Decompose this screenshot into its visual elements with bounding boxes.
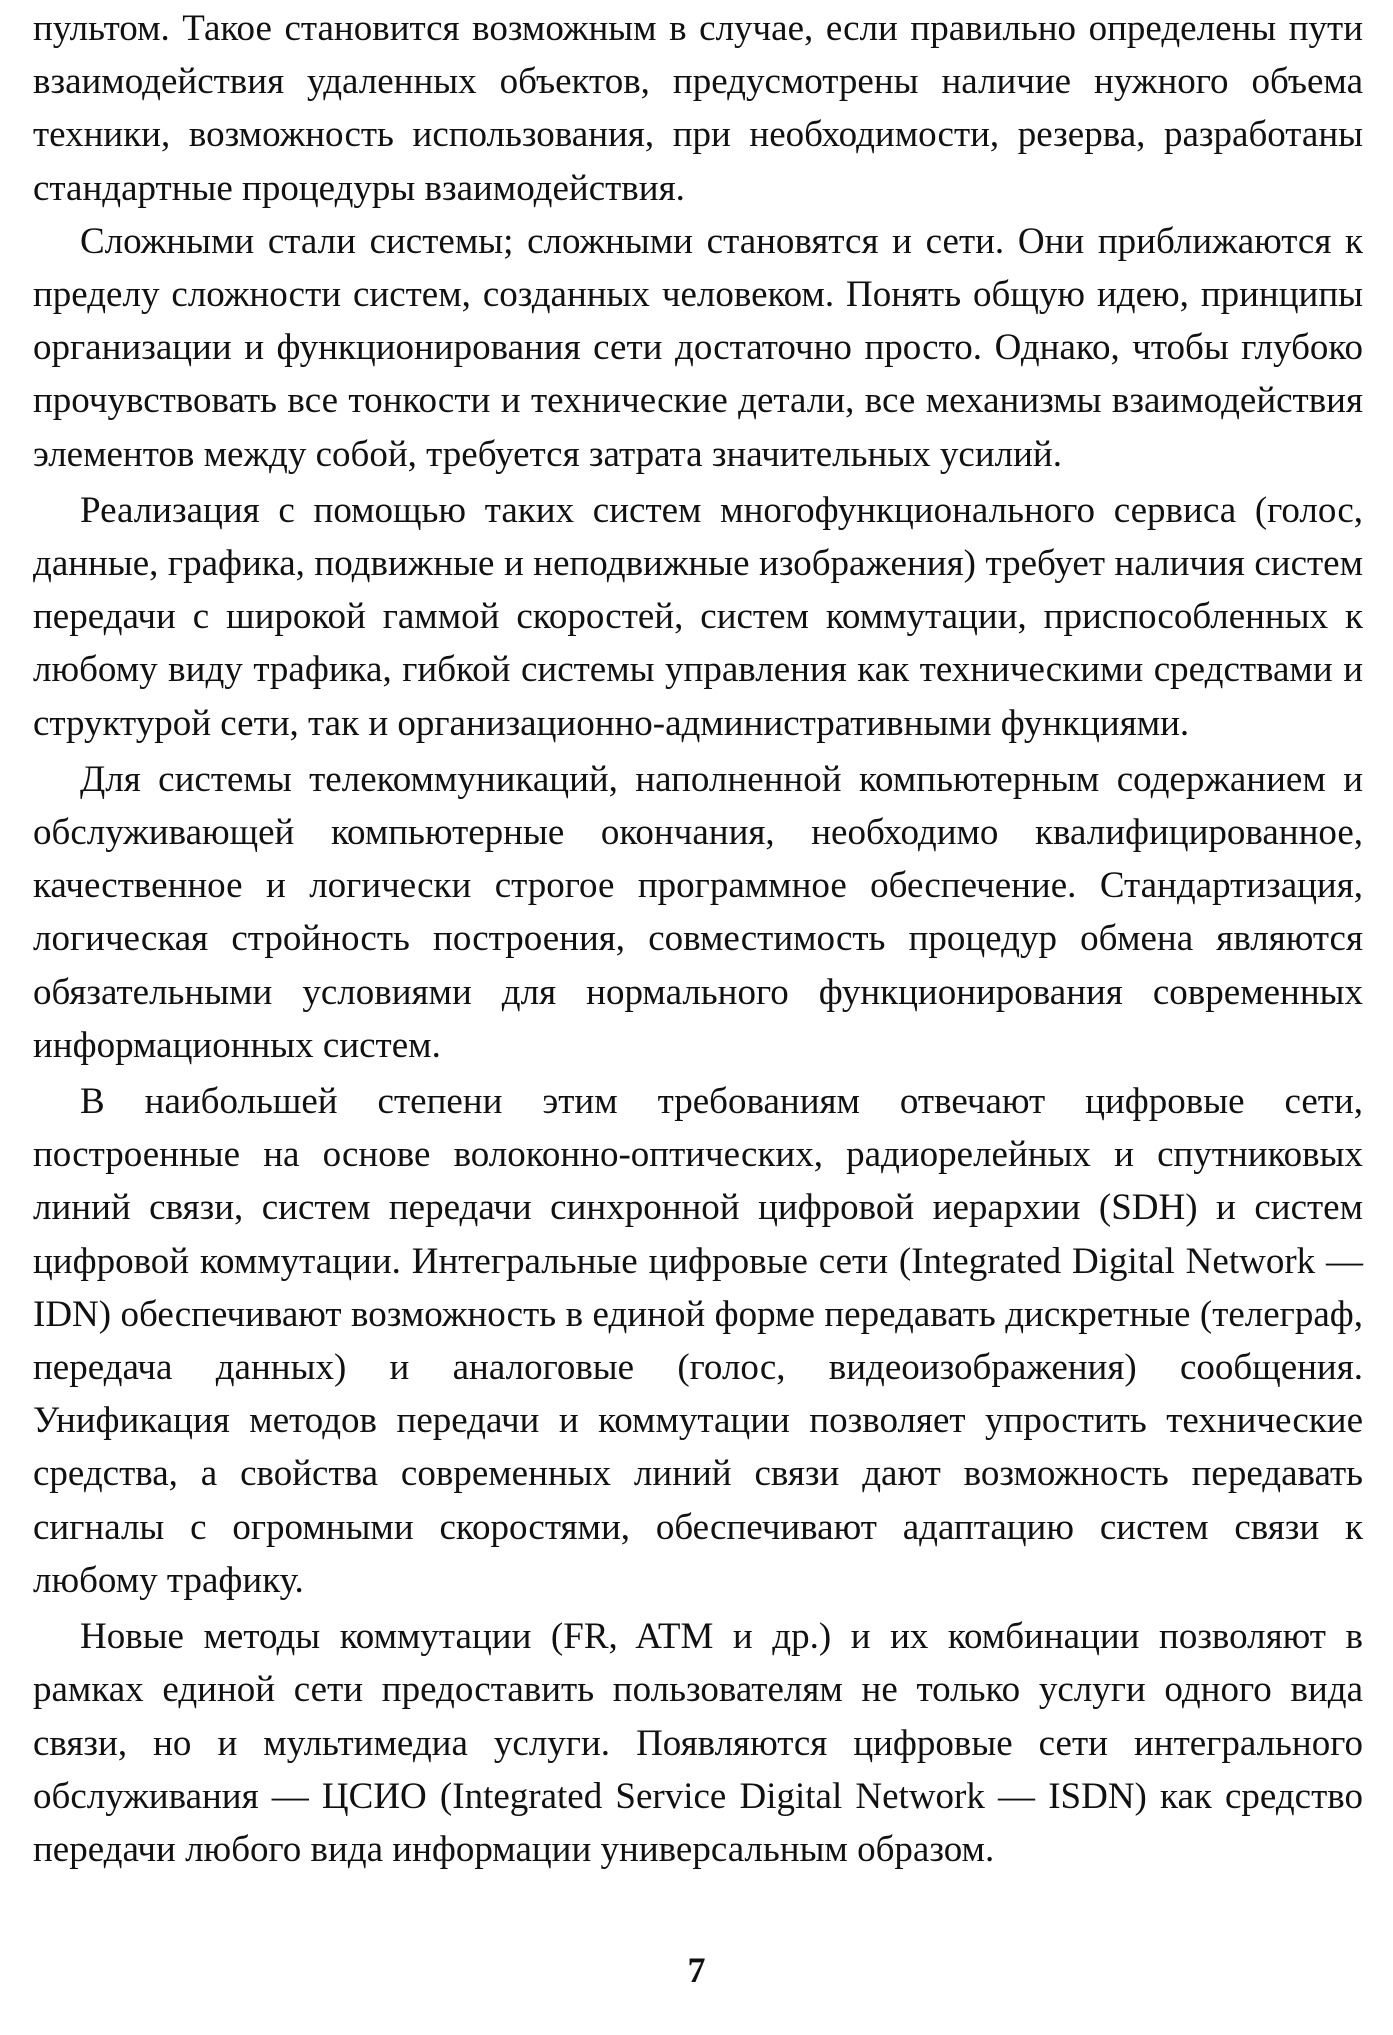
- paragraph-multifunction-service: Реализация с помощью таких систем многофункционального сервиса (голос, данные, графика, подвижные и неподвижные изображения) требует наличия систем передачи с широкой гаммой скоростей, систем коммутации, приспособленных к любому виду трафика, гибкой системы управления как техническими средствами и структурой сети, так и организационно-административными функциями.: [33, 489, 1363, 744]
- paragraph-switching-methods: Новые методы коммутации (FR, ATM и др.) и их комбинации позволяют в рамках единой сети предоставить пользователям не только услуги одного вида связи, но и мультимедиа услуги. Появляются цифровые сети интегрального обслуживания — ЦСИО (Integrated Service Digital Network — ISDN) как средство передачи любого вида информации универсальным образом.: [33, 1616, 1363, 1870]
- body-text: [33, 2, 1363, 1876]
- paragraph-continued: пультом. Такое становится возможным в случае, если правильно определены пути взаимодействия удаленных объектов, предусмотрены наличие нужного объема техники, возможность использования, при необходимости, резерва, разработаны стандартные процедуры взаимодействия.: [33, 8, 1363, 209]
- paragraph-digital-networks: В наибольшей степени этим требованиям отвечают цифровые сети, построенные на основе волоконно-оптических, радиорелейных и спутниковых линий связи, систем передачи синхронной цифровой иерархии (SDH) и систем цифровой коммутации. Интегральные цифровые сети (Integrated Digital Network — IDN) обеспечивают возможность в единой форме передавать дискретные (телеграф, передача данных) и аналоговые (голос, видеоизображения) сообщения. Унификация методов передачи и коммутации позволяет упростить технические средства, а свойства современных линий связи дают возможность передавать сигналы с огромными скоростями, обеспечивают адаптацию систем связи к любому трафику.: [33, 1081, 1363, 1601]
- paragraph-complex-systems: Сложными стали системы; сложными становятся и сети. Они приближаются к пределу сложности систем, созданных человеком. Понять общую идею, принципы организации и функционирования сети достаточно просто. Однако, чтобы глубоко прочувствовать все тонкости и технические детали, все механизмы взаимодействия элементов между собой, требуется затрата значительных усилий.: [33, 220, 1363, 475]
- page-number: 7: [687, 1950, 706, 1990]
- paragraph-software-requirements: Для системы телекоммуникаций, наполненной компьютерным содержанием и обслуживающей компьютерные окончания, необходимо квалифицированное, качественное и логически строгое программное обеспечение. Стандартизация, логическая стройность построения, совместимость процедур обмена являются обязательными условиями для нормального функционирования современных информационных систем.: [33, 758, 1363, 1066]
